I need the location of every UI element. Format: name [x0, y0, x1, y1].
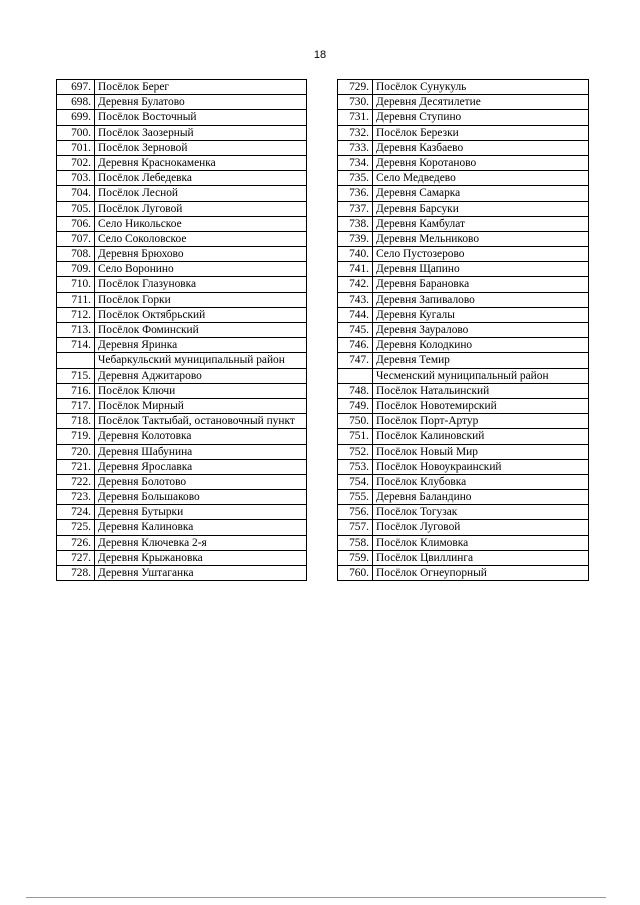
row-number: 724.: [57, 505, 95, 520]
settlement-name: Деревня Барановка: [373, 277, 589, 292]
row-number: 732.: [338, 125, 373, 140]
settlement-name: Деревня Колотовка: [95, 429, 307, 444]
settlement-name: Село Пустозерово: [373, 247, 589, 262]
settlement-name: Посёлок Тогузак: [373, 505, 589, 520]
settlement-name: Деревня Самарка: [373, 186, 589, 201]
table-row: [338, 459, 589, 474]
table-row: [57, 262, 307, 277]
table-row: [338, 231, 589, 246]
row-number: 737.: [338, 201, 373, 216]
table-row: [57, 505, 307, 520]
settlement-name: Посёлок Заозерный: [95, 125, 307, 140]
row-number: 755.: [338, 490, 373, 505]
row-number: 710.: [57, 277, 95, 292]
settlement-name: Посёлок Тактыбай, остановочный пункт: [95, 414, 307, 429]
table-row: [338, 414, 589, 429]
row-number: 741.: [338, 262, 373, 277]
row-number: 733.: [338, 140, 373, 155]
table-row: [338, 505, 589, 520]
table-row: [57, 216, 307, 231]
row-number: 760.: [338, 566, 373, 581]
settlement-name: Деревня Большаково: [95, 490, 307, 505]
row-number: 753.: [338, 459, 373, 474]
row-number: 730.: [338, 95, 373, 110]
table-row: [338, 201, 589, 216]
settlement-name: Деревня Колодкино: [373, 338, 589, 353]
settlement-name: Деревня Брюхово: [95, 247, 307, 262]
table-row: [338, 80, 589, 95]
row-number: 727.: [57, 550, 95, 565]
table-row: [338, 277, 589, 292]
table-row: [57, 201, 307, 216]
row-number: 709.: [57, 262, 95, 277]
row-number: 747.: [338, 353, 373, 368]
table-row: [338, 353, 589, 368]
settlement-name: Село Соколовское: [95, 231, 307, 246]
settlement-table-right-body: [338, 80, 589, 581]
table-row: [338, 520, 589, 535]
table-row: [338, 535, 589, 550]
settlement-name: Посёлок Цвиллинга: [373, 550, 589, 565]
table-row: [57, 383, 307, 398]
settlement-name: Посёлок Горки: [95, 292, 307, 307]
table-row: [57, 520, 307, 535]
table-row: [57, 323, 307, 338]
settlement-name: Посёлок Клубовка: [373, 474, 589, 489]
row-number: 708.: [57, 247, 95, 262]
table-row: [338, 307, 589, 322]
settlement-name: Деревня Краснокаменка: [95, 155, 307, 170]
settlement-name: Посёлок Луговой: [95, 201, 307, 216]
row-number: 758.: [338, 535, 373, 550]
table-row: [57, 490, 307, 505]
settlement-name: Посёлок Мирный: [95, 398, 307, 413]
settlement-name: Деревня Ступино: [373, 110, 589, 125]
settlement-name: Деревня Калиновка: [95, 520, 307, 535]
table-row: [338, 444, 589, 459]
table-row: [338, 125, 589, 140]
row-number: 745.: [338, 323, 373, 338]
row-number: 711.: [57, 292, 95, 307]
table-row: [338, 383, 589, 398]
settlement-name: Посёлок Берег: [95, 80, 307, 95]
settlement-name: Посёлок Климовка: [373, 535, 589, 550]
table-row: [338, 186, 589, 201]
table-row: [57, 566, 307, 581]
row-number: 726.: [57, 535, 95, 550]
settlement-name: Деревня Бутырки: [95, 505, 307, 520]
row-number: 742.: [338, 277, 373, 292]
table-row: [57, 307, 307, 322]
row-number: 739.: [338, 231, 373, 246]
settlement-name: Посёлок Новоукраинский: [373, 459, 589, 474]
settlement-name: Деревня Аджитарово: [95, 368, 307, 383]
row-number: 749.: [338, 398, 373, 413]
table-row: [338, 429, 589, 444]
settlement-name: Посёлок Новый Мир: [373, 444, 589, 459]
table-row: [57, 550, 307, 565]
table-row: [57, 186, 307, 201]
row-number: 751.: [338, 429, 373, 444]
table-row: [338, 490, 589, 505]
row-number: 717.: [57, 398, 95, 413]
settlement-name: Посёлок Огнеупорный: [373, 566, 589, 581]
table-row: [338, 338, 589, 353]
settlement-name: Деревня Щапино: [373, 262, 589, 277]
settlement-name: Деревня Десятилетие: [373, 95, 589, 110]
table-row: [57, 368, 307, 383]
settlement-name: Деревня Запивалово: [373, 292, 589, 307]
row-number: 748.: [338, 383, 373, 398]
district-heading: Чесменский муниципальный район: [373, 368, 589, 383]
settlement-name: Деревня Уштаганка: [95, 566, 307, 581]
row-number: 699.: [57, 110, 95, 125]
settlement-name: Деревня Казбаево: [373, 140, 589, 155]
table-row: [57, 155, 307, 170]
row-number: 703.: [57, 171, 95, 186]
settlement-name: Посёлок Лебедевка: [95, 171, 307, 186]
settlement-name: Село Медведево: [373, 171, 589, 186]
page-bottom-edge: [26, 897, 606, 898]
row-number: 718.: [57, 414, 95, 429]
settlement-table-right: [337, 79, 589, 581]
row-number: 722.: [57, 474, 95, 489]
settlement-table-left-body: [57, 80, 307, 581]
settlement-name: Посёлок Порт-Артур: [373, 414, 589, 429]
settlement-name: Деревня Болотово: [95, 474, 307, 489]
row-number: 720.: [57, 444, 95, 459]
table-row: [57, 171, 307, 186]
row-number: 706.: [57, 216, 95, 231]
table-row: [338, 110, 589, 125]
settlement-name: Деревня Мельниково: [373, 231, 589, 246]
row-number: 707.: [57, 231, 95, 246]
table-row: [338, 95, 589, 110]
table-row: [57, 125, 307, 140]
settlement-name: Посёлок Калиновский: [373, 429, 589, 444]
table-row: [57, 398, 307, 413]
table-row: [57, 80, 307, 95]
table-row: [57, 338, 307, 353]
row-number: 746.: [338, 338, 373, 353]
table-row: [338, 247, 589, 262]
row-number: 705.: [57, 201, 95, 216]
settlement-name: Посёлок Березки: [373, 125, 589, 140]
row-number: 712.: [57, 307, 95, 322]
row-number: 723.: [57, 490, 95, 505]
settlement-name: Деревня Камбулат: [373, 216, 589, 231]
settlement-name: Деревня Коротаново: [373, 155, 589, 170]
settlement-name: Село Никольское: [95, 216, 307, 231]
table-row: [338, 155, 589, 170]
table-row: [57, 444, 307, 459]
settlement-name: Село Воронино: [95, 262, 307, 277]
row-number: 736.: [338, 186, 373, 201]
row-number: [57, 353, 95, 368]
row-number: 728.: [57, 566, 95, 581]
row-number: 714.: [57, 338, 95, 353]
table-row: [57, 247, 307, 262]
table-row: [57, 414, 307, 429]
table-row: [338, 550, 589, 565]
table-row: [57, 474, 307, 489]
settlement-name: Посёлок Новотемирский: [373, 398, 589, 413]
table-row: [57, 110, 307, 125]
row-number: 731.: [338, 110, 373, 125]
row-number: 704.: [57, 186, 95, 201]
district-heading: Чебаркульский муниципальный район: [95, 353, 307, 368]
page-number: 18: [313, 49, 327, 61]
settlement-name: Посёлок Лесной: [95, 186, 307, 201]
settlement-name: Посёлок Октябрьский: [95, 307, 307, 322]
table-row: [338, 323, 589, 338]
table-row: [338, 398, 589, 413]
row-number: [338, 368, 373, 383]
table-row: [57, 459, 307, 474]
settlement-table-left: [56, 79, 307, 581]
settlement-name: Посёлок Восточный: [95, 110, 307, 125]
row-number: 713.: [57, 323, 95, 338]
settlement-name: Посёлок Сунукуль: [373, 80, 589, 95]
table-row: [57, 140, 307, 155]
settlement-name: Деревня Темир: [373, 353, 589, 368]
settlement-name: Посёлок Фоминский: [95, 323, 307, 338]
row-number: 743.: [338, 292, 373, 307]
row-number: 738.: [338, 216, 373, 231]
settlement-name: Деревня Яринка: [95, 338, 307, 353]
row-number: 759.: [338, 550, 373, 565]
row-number: 716.: [57, 383, 95, 398]
settlement-name: Деревня Кугалы: [373, 307, 589, 322]
settlement-name: Деревня Шабунина: [95, 444, 307, 459]
settlement-name: Деревня Ключевка 2-я: [95, 535, 307, 550]
row-number: 719.: [57, 429, 95, 444]
settlement-name: Деревня Барсуки: [373, 201, 589, 216]
row-number: 729.: [338, 80, 373, 95]
row-number: 740.: [338, 247, 373, 262]
row-number: 744.: [338, 307, 373, 322]
row-number: 757.: [338, 520, 373, 535]
settlement-name: Деревня Ярославка: [95, 459, 307, 474]
table-row: [338, 216, 589, 231]
table-row: [57, 277, 307, 292]
table-row: [57, 95, 307, 110]
table-row: [57, 353, 307, 368]
table-row: [338, 292, 589, 307]
table-row: [57, 292, 307, 307]
settlement-name: Посёлок Глазуновка: [95, 277, 307, 292]
table-row: [338, 140, 589, 155]
row-number: 701.: [57, 140, 95, 155]
settlement-name: Деревня Баландино: [373, 490, 589, 505]
table-row: [57, 429, 307, 444]
table-row: [57, 535, 307, 550]
settlement-name: Посёлок Натальинский: [373, 383, 589, 398]
settlement-name: Посёлок Ключи: [95, 383, 307, 398]
settlement-name: Посёлок Зерновой: [95, 140, 307, 155]
row-number: 734.: [338, 155, 373, 170]
table-row: [338, 368, 589, 383]
row-number: 702.: [57, 155, 95, 170]
row-number: 697.: [57, 80, 95, 95]
row-number: 725.: [57, 520, 95, 535]
row-number: 700.: [57, 125, 95, 140]
row-number: 756.: [338, 505, 373, 520]
table-row: [338, 171, 589, 186]
settlement-name: Деревня Крыжановка: [95, 550, 307, 565]
settlement-name: Деревня Зауралово: [373, 323, 589, 338]
row-number: 715.: [57, 368, 95, 383]
row-number: 752.: [338, 444, 373, 459]
row-number: 750.: [338, 414, 373, 429]
table-row: [338, 474, 589, 489]
table-row: [338, 262, 589, 277]
settlement-name: Посёлок Луговой: [373, 520, 589, 535]
row-number: 754.: [338, 474, 373, 489]
row-number: 735.: [338, 171, 373, 186]
table-row: [57, 231, 307, 246]
table-row: [338, 566, 589, 581]
row-number: 698.: [57, 95, 95, 110]
settlement-name: Деревня Булатово: [95, 95, 307, 110]
row-number: 721.: [57, 459, 95, 474]
